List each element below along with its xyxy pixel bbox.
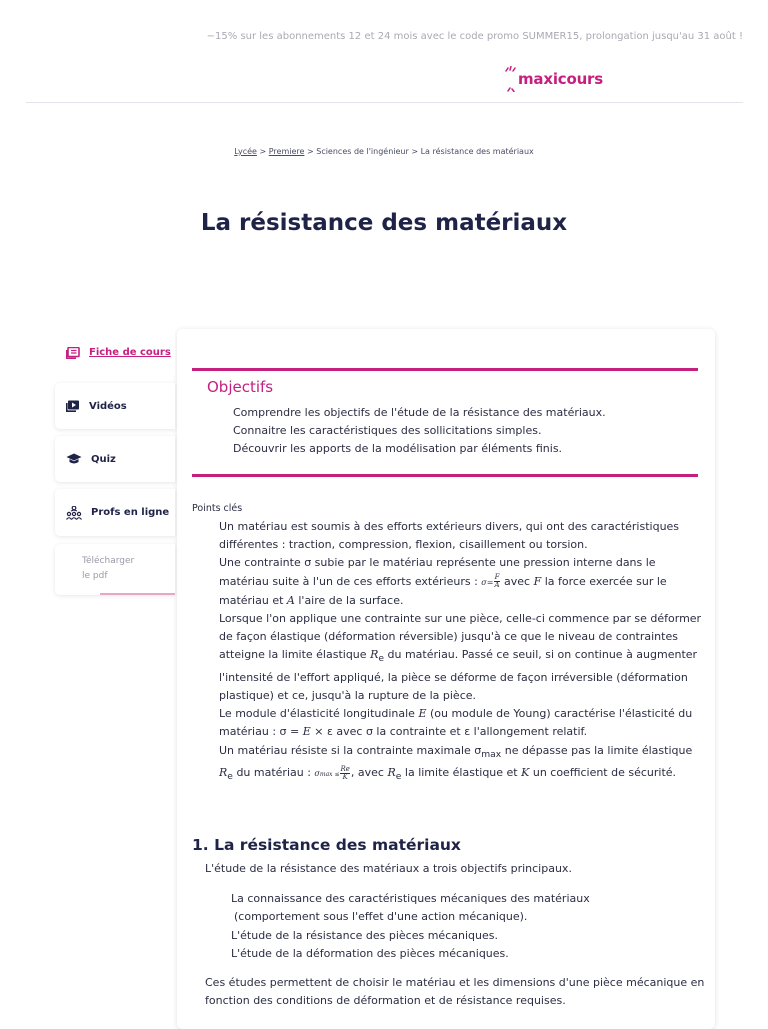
pk-paragraph-5: Un matériau résiste si la contrainte maximale $\sigma_{max}$ ne dépasse pas la limite élastique $R_e$ du matériau : σmax ≤ $\frac{Re}{K}$ , avec $R_e$ la limite élastique et K un coefficient de sécurité. xyxy=(219,743,693,783)
points-cles-label: Points clés xyxy=(192,503,243,514)
tab-quiz[interactable] xyxy=(55,436,175,482)
fraction-re-over-k: $\frac{Re}{K}$ xyxy=(340,764,350,781)
pk-paragraph-2: Une contrainte σ subie par le matériau représente une pression interne dans le matériau suite à l'un de ces efforts extérieurs : σ= $\frac{F}{A}$ avec F la force exercée sur le matériau et A l'aire de la surface. xyxy=(219,556,667,607)
book-icon xyxy=(66,347,80,359)
objectif-item: Connaitre les caractéristiques des sollicitations simples. xyxy=(233,424,542,437)
objectif-item: Découvrir les apports de la modélisation par éléments finis. xyxy=(233,442,563,455)
section-list xyxy=(231,890,590,963)
tab-profs-en-ligne[interactable] xyxy=(55,489,175,536)
fraction-f-over-a: $\frac{F}{A}$ xyxy=(494,573,500,590)
header-divider xyxy=(26,102,743,103)
graduation-cap-icon xyxy=(66,453,82,465)
breadcrumb-sep: > xyxy=(304,147,317,156)
objectifs-list xyxy=(233,404,606,458)
pk-paragraph-1: Un matériau est soumis à des efforts extérieurs divers, qui ont des caractéristiques différentes : traction, compression, flexion, cisaillement ou torsion. xyxy=(219,520,680,552)
download-pdf-button[interactable] xyxy=(55,544,175,595)
page-title: La résistance des matériaux xyxy=(200,210,568,236)
breadcrumb-sep: > xyxy=(256,147,269,156)
tab-quiz-label: Quiz xyxy=(91,453,116,465)
video-icon xyxy=(66,400,80,412)
list-item: L'étude de la résistance des pièces mécaniques. xyxy=(231,928,498,942)
list-item: La connaissance des caractéristiques mécaniques des matériaux xyxy=(231,892,590,905)
objectifs-top-rule xyxy=(192,368,698,371)
breadcrumb-current: La résistance des matériaux xyxy=(420,147,534,156)
objectifs-title: Objectifs xyxy=(207,378,274,396)
tab-fiche-label: Fiche de cours xyxy=(89,347,171,358)
logo-text: maxicours xyxy=(518,70,603,88)
tab-fiche-de-cours[interactable] xyxy=(55,329,175,376)
tab-profs-label: Profs en ligne xyxy=(91,507,170,518)
logo-mark-icon xyxy=(503,66,517,92)
pk-paragraph-4: Le module d'élasticité longitudinale E (ou module de Young) caractérise l'élasticité du matériau : σ = E × ε avec σ la contrainte et ε l'allongement relatif. xyxy=(219,707,693,739)
download-pdf-underline xyxy=(100,593,175,595)
list-item: L'étude de la déformation des pièces mécaniques. xyxy=(231,946,509,960)
pk-paragraph-3: Lorsque l'on applique une contrainte sur une pièce, celle-ci commence par se déformer de façon élastique (déformation réversible) jusqu'à ce que le niveau de contraintes atteigne la limite élastique $R_e$ du matériau. Passé ce seuil, si on continue à augmenter l'intensité de l'effort appliqué, la pièce se déforme de façon irréversible (déformation plastique) et ce, jusqu'à la rupture de la pièce. xyxy=(219,612,702,703)
section-intro: L'étude de la résistance des matériaux a trois objectifs principaux. xyxy=(205,862,572,875)
breadcrumb-premiere[interactable]: Premiere xyxy=(268,147,305,156)
section-heading: 1. La résistance des matériaux xyxy=(192,836,461,854)
breadcrumb xyxy=(0,147,768,156)
teachers-group-icon xyxy=(66,506,82,520)
logo[interactable] xyxy=(503,66,603,92)
list-item: (comportement sous l'effet d'une action mécanique). xyxy=(234,910,528,924)
points-cles-text xyxy=(219,518,704,786)
download-pdf-label: Télécharger le pdf xyxy=(82,556,135,581)
tab-videos-label: Vidéos xyxy=(89,400,127,412)
tab-videos[interactable] xyxy=(55,383,175,429)
objectif-item: Comprendre les objectifs de l'étude de la résistance des matériaux. xyxy=(233,406,606,419)
section-closing: Ces études permettent de choisir le matériau et les dimensions d'une pièce mécanique en fonction des conditions de déformation et de résistance requises. xyxy=(205,976,705,1007)
breadcrumb-lycee[interactable]: Lycée xyxy=(234,147,257,156)
breadcrumb-sep: > xyxy=(408,147,421,156)
objectifs-bottom-rule xyxy=(192,474,698,477)
breadcrumb-subject: Sciences de l'ingénieur xyxy=(316,147,409,156)
promo-banner: −15% sur les abonnements 12 et 24 mois avec le code promo SUMMER15, prolongation jusqu'au 31 août ! xyxy=(206,31,743,42)
